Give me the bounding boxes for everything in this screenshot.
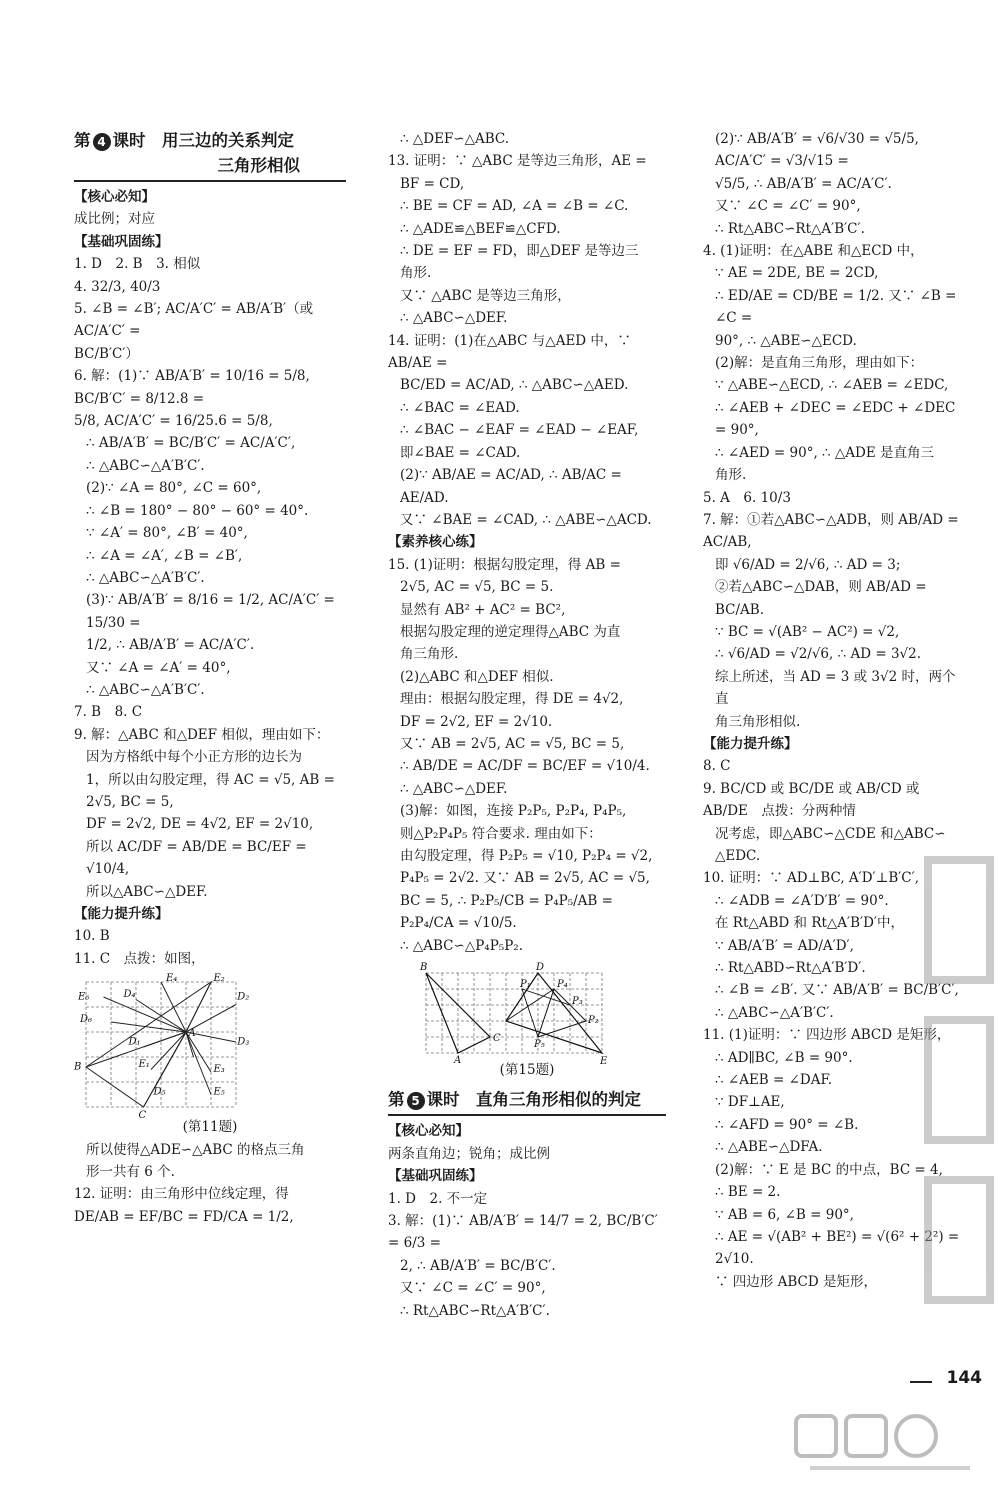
section-heading: 【素养核心练】 <box>388 534 483 551</box>
lesson-title-line2: 三角形相似 <box>217 156 300 175</box>
answer-line: ∴ △ABC∽△A′B′C′. <box>86 457 205 474</box>
answer-line: 7. 解：①若△ABC∽△ADB，则 AB/AD = AC/AB, <box>703 511 963 551</box>
answer-line: 12. 证明：由三角形中位线定理，得 <box>74 1186 289 1203</box>
answer-line: 形一共有 6 个. <box>86 1164 175 1181</box>
answer-line: ∵ AE = 2DE, BE = 2CD, <box>715 265 879 282</box>
figure-outline <box>86 982 211 1107</box>
answer-line: (3)∵ AB/A′B′ = 8/16 = 1/2, AC/A′C′ = 15/30 = <box>86 592 340 631</box>
lesson-title-text: 课时 直角三角形相似的判定 <box>426 1090 641 1110</box>
answer-line: ∴ AB/A′B′ = BC/B′C′ = AC/A′C′, <box>86 435 296 452</box>
lesson-title-prefix: 第 <box>388 1090 405 1110</box>
answer-line: 则△P₂P₄P₅ 符合要求. 理由如下： <box>400 825 602 842</box>
answer-line: 11. C 点拨：如图， <box>74 950 205 967</box>
figure-11-point-label: D₁ <box>128 1036 141 1048</box>
answer-line: BF = CD, <box>400 175 465 192</box>
figure-11-point-label: D₂ <box>237 991 250 1003</box>
figure-11-point-label: C <box>138 1110 147 1122</box>
page-number: 144 <box>946 1368 982 1388</box>
answer-line: 1. D 2. 不一定 <box>388 1190 488 1207</box>
figure-11-point-label: D₆ <box>80 1014 93 1026</box>
answer-line: ∴ AD∥BC, ∠B = 90°. <box>715 1049 853 1066</box>
answer-line: 11. (1)证明：∵ 四边形 ABCD 是矩形， <box>703 1027 951 1044</box>
answer-line: ∴ √6/AD = √2/√6, ∴ AD = 3√2. <box>715 646 922 663</box>
answer-line: 综上所述，当 AD = 3 或 3√2 时，两个直 <box>715 668 956 708</box>
column-1-lines <box>74 186 346 1228</box>
answer-line: ∴ ED/AE = CD/BE = 1/2. 又∵ ∠B = ∠C = <box>715 287 961 327</box>
answer-line: ∵ ∠A′ = 80°, ∠B′ = 40°, <box>86 525 248 542</box>
answer-line: DF = 2√2, EF = 2√10. <box>400 713 553 730</box>
answer-line: ∵ △ABE∽△ECD, ∴ ∠AEB = ∠EDC, <box>715 377 949 394</box>
answer-line: 由勾股定理，得 P₂P₅ = √10, P₂P₄ = √2, <box>400 848 653 864</box>
answer-line: △EDC. <box>715 848 761 864</box>
answer-line: ∴ △ABC∽△DEF. <box>400 780 508 797</box>
answer-line: ∴ BE = 2. <box>715 1184 781 1201</box>
lesson-title-prefix: 第 <box>74 131 91 150</box>
answer-line: ∴ ∠ADB = ∠A′D′B′ = 90°. <box>715 892 889 909</box>
answer-line: 90°, ∴ △ABE∽△ECD. <box>715 332 857 349</box>
answer-line: ∴ ∠BAC = ∠EAD. <box>400 399 520 416</box>
answer-line: 7. B 8. C <box>74 704 143 721</box>
answer-line: BC = 5, ∴ P₂P₅/CB = P₄P₅/AB = P₂P₄/CA = √10/5. <box>400 892 618 932</box>
answer-line: 两条直角边；锐角；成比例 <box>388 1145 550 1162</box>
answer-line: (2)∵ AB/A′B′ = √6/√30 = √5/5, AC/A′C′ = √3/√15 = <box>715 131 924 170</box>
answer-line: 9. 解：△ABC 和△DEF 相似，理由如下： <box>74 726 330 743</box>
answer-line: ∴ △ABE∽△DFA. <box>715 1139 823 1156</box>
lesson5-title <box>388 1087 666 1116</box>
answer-line: 2√10. <box>715 1251 754 1268</box>
answer-line: ∴ BE = CF = AD, ∠A = ∠B = ∠C. <box>400 198 629 215</box>
answer-line: ∴ △ABC∽△A′B′C′. <box>86 569 205 586</box>
section-heading: 【核心必知】 <box>388 1123 469 1140</box>
figure-15-point-label: P₁ <box>520 979 531 991</box>
answer-line: 在 Rt△ABD 和 Rt△A′B′D′中， <box>715 915 904 932</box>
figure-15-point-label: P₂ <box>588 1015 599 1027</box>
answer-line: 又∵ ∠C = ∠C′ = 90°, <box>715 198 861 215</box>
lesson-number-badge: 5 <box>407 1092 425 1110</box>
answer-line: 又∵ ∠A = ∠A′ = 40°, <box>86 659 231 676</box>
figure-11-point-label: E₁ <box>138 1059 150 1071</box>
answer-line: 10. 证明：∵ AD⊥BC, A′D′⊥B′C′, <box>703 870 919 887</box>
answer-line: 1/2, ∴ AB/A′B′ = AC/A′C′. <box>86 637 255 654</box>
figure-15-point-label: P₅ <box>534 1039 545 1051</box>
answer-line: ∴ △ABC∽△DEF. <box>400 310 508 327</box>
answer-line: 2√5, BC = 5, <box>86 793 174 810</box>
answer-line: DE/AB = EF/BC = FD/CA = 1/2, <box>74 1208 294 1225</box>
section-heading: 【能力提升练】 <box>703 735 798 752</box>
lesson4-title <box>74 128 346 182</box>
answer-line: 所以△ABC∽△DEF. <box>86 883 208 900</box>
lesson-title-text: 课时 用三边的关系判定 <box>112 131 294 150</box>
figure-15 <box>388 961 666 1068</box>
answer-line: ∴ ∠AEB = ∠DAF. <box>715 1072 833 1089</box>
column-2-lines <box>388 128 666 1322</box>
answer-line: 因为方格纸中每个小正方形的边长为 <box>86 749 302 766</box>
answer-line: ∴ ∠B = 180° − 80° − 60° = 40°. <box>86 502 309 519</box>
answer-line: ∵ AB = 6, ∠B = 90°, <box>715 1206 854 1223</box>
answer-line: 角三角形. <box>400 646 459 663</box>
figure-15-point-label: D <box>536 962 545 974</box>
answer-line: (2)∵ ∠A = 80°, ∠C = 60°, <box>86 480 262 497</box>
answer-line: 15. (1)证明：根据勾股定理，得 AB = <box>388 556 621 573</box>
figure-15-point-label: B <box>420 962 428 974</box>
figure-15-point-label: A <box>454 1055 462 1067</box>
answer-line: DF = 2√2, DE = 4√2, EF = 2√10, <box>86 816 314 833</box>
answer-line: ∴ ∠AED = 90°, ∴ △ADE 是直角三 <box>715 444 935 461</box>
answer-line: 6. 解：(1)∵ AB/A′B′ = 10/16 = 5/8, BC/B′C′ = 8/12.8 = <box>74 368 315 407</box>
figure-11-point-label: A <box>188 1028 196 1040</box>
answer-line: ∵ DF⊥AE, <box>715 1094 785 1111</box>
answer-line: 又∵ ∠BAE = ∠CAD, ∴ △ABE∽△ACD. <box>400 511 652 528</box>
figure-15-point-label: P₄ <box>557 979 568 991</box>
answer-line: ∴ Rt△ABC∽Rt△A′B′C′. <box>400 1302 550 1319</box>
answer-line: 13. 证明：∵ △ABC 是等边三角形，AE = <box>388 153 647 170</box>
answer-line: ∴ △ABC∽△A′B′C′. <box>715 1004 834 1021</box>
answer-line: ∴ △ABC∽△P₄P₅P₂. <box>400 937 523 954</box>
answer-line: 所以 AC/DF = AB/DE = BC/EF = √10/4, <box>86 838 311 878</box>
answer-line: 5. ∠B = ∠B′; AC/A′C′ = AB/A′B′（或 AC/A′C′ = <box>74 301 318 340</box>
figure-15-point-label: C <box>493 1033 501 1045</box>
figure-11-point-label: E₄ <box>166 973 178 985</box>
answer-line: 5. A 6. 10/3 <box>703 489 791 506</box>
answer-line: 2, ∴ AB/A′B′ = BC/B′C′. <box>400 1257 556 1274</box>
answer-line: ∴ ∠A = ∠A′, ∠B = ∠B′, <box>86 547 243 564</box>
answer-line: ∵ BC = √(AB² − AC²) = √2, <box>715 623 900 640</box>
section-heading: 【基础巩固练】 <box>74 233 169 250</box>
figure-11 <box>74 973 346 1122</box>
figure-11-point-label: E₅ <box>213 1086 225 1098</box>
answer-line: ∴ AE = √(AB² + BE²) = √(6² + 2²) = <box>715 1228 960 1245</box>
figure-15-point-label: P₃ <box>572 996 583 1008</box>
figure-caption: (第11题) <box>182 1119 238 1136</box>
answer-line: 成比例；对应 <box>74 211 155 228</box>
figure-11-point-label: D₃ <box>237 1036 250 1048</box>
answer-line: ∵ 四边形 ABCD 是矩形， <box>715 1273 877 1290</box>
answer-line: 10. B <box>74 928 110 945</box>
answer-line: ∴ Rt△ABD∽Rt△A′B′D′. <box>715 960 866 977</box>
answer-line: 1. D 2. B 3. 相似 <box>74 256 201 273</box>
section-heading: 【基础巩固练】 <box>388 1168 483 1185</box>
answer-line: ∴ Rt△ABC∽Rt△A′B′C′. <box>715 220 865 237</box>
page-number-rule <box>910 1381 932 1383</box>
answer-line: ∴ △ADE≌△BEF≌△CFD. <box>400 220 561 237</box>
answer-line: ∴ ∠AEB + ∠DEC = ∠EDC + ∠DEC = 90°, <box>715 399 960 439</box>
answer-line: 9. BC/CD 或 BC/DE 或 AB/CD 或 AB/DE 点拨：分两种情 <box>703 780 924 820</box>
figure-11-point-label: D₄ <box>123 989 136 1001</box>
answer-line: 理由：根据勾股定理，得 DE = 4√2, <box>400 691 624 708</box>
figure-11-point-label: E₂ <box>213 973 225 985</box>
answer-column-2 <box>388 128 666 1322</box>
answer-line: 4. 32/3, 40/3 <box>74 278 161 295</box>
answer-line: 显然有 AB² + AC² = BC², <box>400 601 566 618</box>
figure-11-point-label: B <box>74 1061 82 1073</box>
figure-caption: (第15题) <box>499 1062 555 1079</box>
answer-line: ∴ △DEF∽△ABC. <box>400 131 510 147</box>
answer-line: (2)△ABC 和△DEF 相似. <box>400 668 554 685</box>
answer-line: 8. C <box>703 758 731 775</box>
figure-11-point-label: D₅ <box>153 1086 166 1098</box>
answer-line: 4. (1)证明：在△ABE 和△ECD 中， <box>703 243 924 260</box>
figure-segment <box>522 989 570 1005</box>
watermark-decoration <box>918 840 1000 1340</box>
answer-line: 14. 证明：(1)在△ABC 与△AED 中，∵ AB/AE = <box>388 332 636 372</box>
answer-line: ∴ ∠AFD = 90° = ∠B. <box>715 1116 859 1133</box>
lesson-number-badge: 4 <box>93 133 111 151</box>
answer-line: ∵ AB/A′B′ = AD/A′D′, <box>715 937 854 954</box>
section-heading: 【核心必知】 <box>74 189 155 205</box>
answer-line: 又∵ ∠C = ∠C′ = 90°, <box>400 1280 546 1297</box>
answer-line: 角形. <box>715 467 747 484</box>
answer-line: (2)解：是直角三角形，理由如下： <box>715 355 924 372</box>
answer-line: 所以使得△ADE∽△ABC 的格点三角 <box>86 1141 305 1158</box>
answer-line: 况考虑，即△ABC∽△CDE 和△ABC∽ <box>715 825 946 842</box>
figure-segment <box>186 1032 211 1095</box>
figure-11-diagram <box>74 973 250 1122</box>
answer-line: (3)解：如图，连接 P₂P₅, P₂P₄, P₄P₅, <box>400 803 627 820</box>
answer-line: (2)解：∵ E 是 BC 的中点，BC = 4, <box>715 1161 943 1178</box>
answer-line: 根据勾股定理的逆定理得△ABC 为直 <box>400 623 621 640</box>
answer-line: 即 √6/AD = 2/√6, ∴ AD = 3; <box>715 556 901 573</box>
answer-line: 2√5, AC = √5, BC = 5. <box>400 579 554 596</box>
answer-line: 即∠BAE = ∠CAD. <box>400 444 521 461</box>
figure-segment <box>522 989 538 1037</box>
answer-line: 3. 解：(1)∵ AB/A′B′ = 14/7 = 2, BC/B′C′ = 6/3 = <box>388 1213 663 1252</box>
answer-line: 1，所以由勾股定理，得 AC = √5, AB = <box>86 771 335 788</box>
figure-15-diagram <box>416 961 616 1068</box>
answer-line: ∴ ∠BAC − ∠EAF = ∠EAD − ∠EAF, <box>400 422 639 439</box>
figure-11-point-label: E₃ <box>213 1064 225 1076</box>
answer-line: ②若△ABC∽△DAB，则 AB/AD = BC/AB. <box>715 579 931 618</box>
answer-line: P₄P₅ = 2√2. 又∵ AB = 2√5, AC = √5, <box>400 870 650 887</box>
answer-line: ∴ ∠B = ∠B′. 又∵ AB/A′B′ = BC/B′C′, <box>715 982 959 999</box>
answer-line: BC/B′C′） <box>74 345 139 362</box>
answer-line: 角形. <box>400 265 432 282</box>
answer-column-1 <box>74 128 346 1228</box>
section-heading: 【能力提升练】 <box>74 906 169 922</box>
figure-15-point-label: E <box>600 1056 608 1068</box>
answer-line: 又∵ △ABC 是等边三角形， <box>400 287 571 304</box>
answer-line: 角三角形相似. <box>715 713 801 730</box>
answer-line: ∴ DE = EF = FD，即△DEF 是等边三 <box>400 243 639 260</box>
answer-line: BC/ED = AC/AD, ∴ △ABC∽△AED. <box>400 377 629 394</box>
answer-line: ∴ AB/DE = AC/DF = BC/EF = √10/4. <box>400 758 650 775</box>
answer-line: 5/8, AC/A′C′ = 16/25.6 = 5/8, <box>74 413 273 430</box>
answer-line: (2)∵ AB/AE = AC/AD, ∴ AB/AC = AE/AD. <box>400 467 627 506</box>
answer-line: 又∵ AB = 2√5, AC = √5, BC = 5, <box>400 735 625 752</box>
answer-line: √5/5, ∴ AB/A′B′ = AC/A′C′. <box>715 175 892 192</box>
figure-11-point-label: E₆ <box>78 991 90 1003</box>
site-logo <box>790 1408 980 1478</box>
answer-line: ∴ △ABC∽△A′B′C′. <box>86 681 205 698</box>
